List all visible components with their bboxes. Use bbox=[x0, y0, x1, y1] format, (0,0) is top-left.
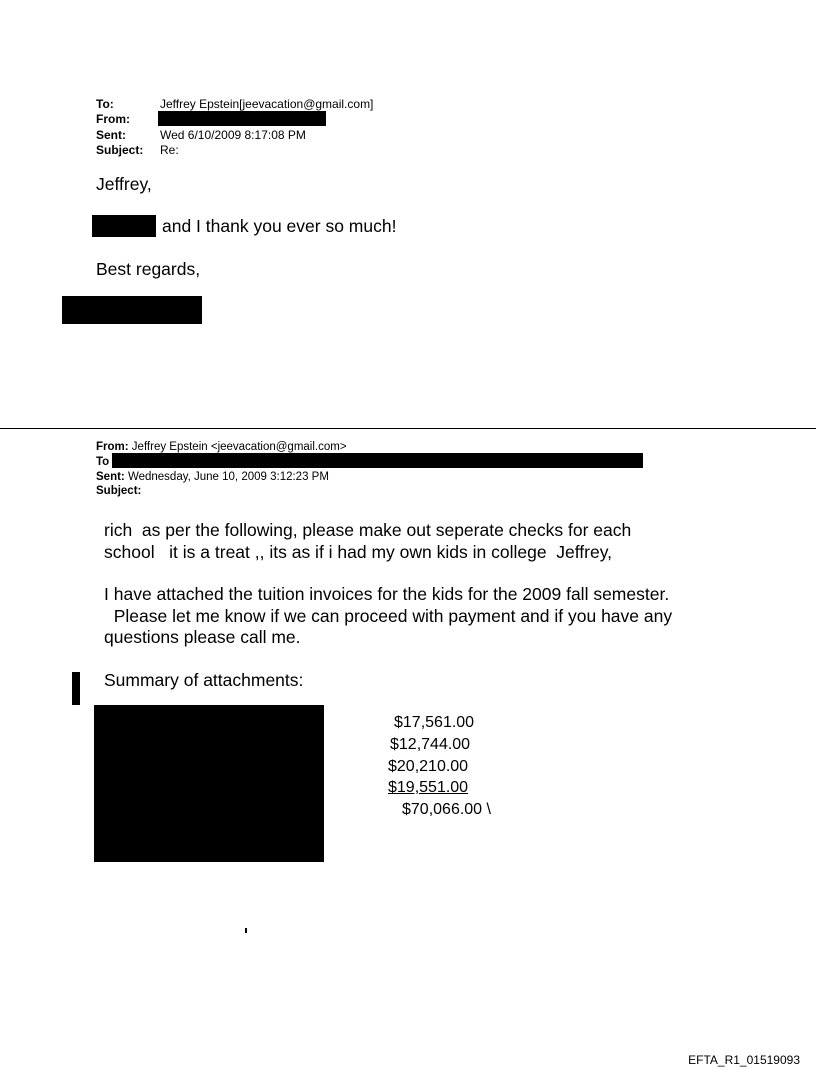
amount-3: $20,210.00 bbox=[388, 758, 469, 775]
redaction-name bbox=[92, 215, 156, 237]
redaction-school-list bbox=[94, 705, 324, 862]
redaction-from bbox=[158, 111, 326, 126]
sent-label: Sent: bbox=[96, 128, 126, 142]
orig-from-value: Jeffrey Epstein <jeevacation@gmail.com> bbox=[131, 441, 347, 453]
orig-subject-label: Subject: bbox=[96, 485, 142, 497]
orig-to-label: To bbox=[96, 456, 110, 468]
subject-value: Re: bbox=[160, 143, 179, 157]
thanks-line: and I thank you ever so much! bbox=[162, 216, 397, 236]
body-para-line-1: I have attached the tuition invoices for the kids for the 2009 fall semester. bbox=[104, 584, 670, 604]
body-line-2: school it is a treat ,, its as if i had my own kids in college Jeffrey, bbox=[104, 542, 613, 562]
divider bbox=[0, 428, 816, 429]
document-id: EFTA_R1_01519093 bbox=[688, 1053, 800, 1067]
amount-1: $17,561.00 bbox=[394, 714, 475, 731]
stray-mark bbox=[245, 928, 247, 933]
body-para-line-2: Please let me know if we can proceed with payment and if you have any bbox=[104, 606, 673, 626]
orig-from-line bbox=[96, 441, 347, 453]
from-label: From: bbox=[96, 112, 130, 126]
redaction-bar bbox=[72, 672, 80, 705]
orig-sent-value: Wednesday, June 10, 2009 3:12:23 PM bbox=[127, 471, 329, 483]
to-label: To: bbox=[96, 97, 114, 111]
amount-total: $70,066.00 \ bbox=[402, 801, 491, 818]
body-line-1: rich as per the following, please make out seperate checks for each bbox=[104, 520, 632, 540]
to-value: Jeffrey Epstein[jeevacation@gmail.com] bbox=[160, 97, 374, 111]
greeting: Jeffrey, bbox=[96, 174, 152, 194]
summary-label: Summary of attachments: bbox=[104, 670, 304, 690]
orig-from-label: From: bbox=[96, 441, 129, 453]
closing: Best regards, bbox=[96, 259, 201, 279]
body-para-line-3: questions please call me. bbox=[104, 627, 301, 647]
subject-label: Subject: bbox=[96, 143, 144, 157]
orig-sent-label: Sent: bbox=[96, 471, 125, 483]
redaction-signature bbox=[62, 296, 202, 324]
sent-value: Wed 6/10/2009 8:17:08 PM bbox=[160, 128, 306, 142]
amount-2: $12,744.00 bbox=[390, 736, 471, 753]
orig-sent-line bbox=[96, 471, 329, 483]
redaction-to bbox=[112, 453, 643, 468]
amount-4: $19,551.00 bbox=[388, 779, 469, 796]
